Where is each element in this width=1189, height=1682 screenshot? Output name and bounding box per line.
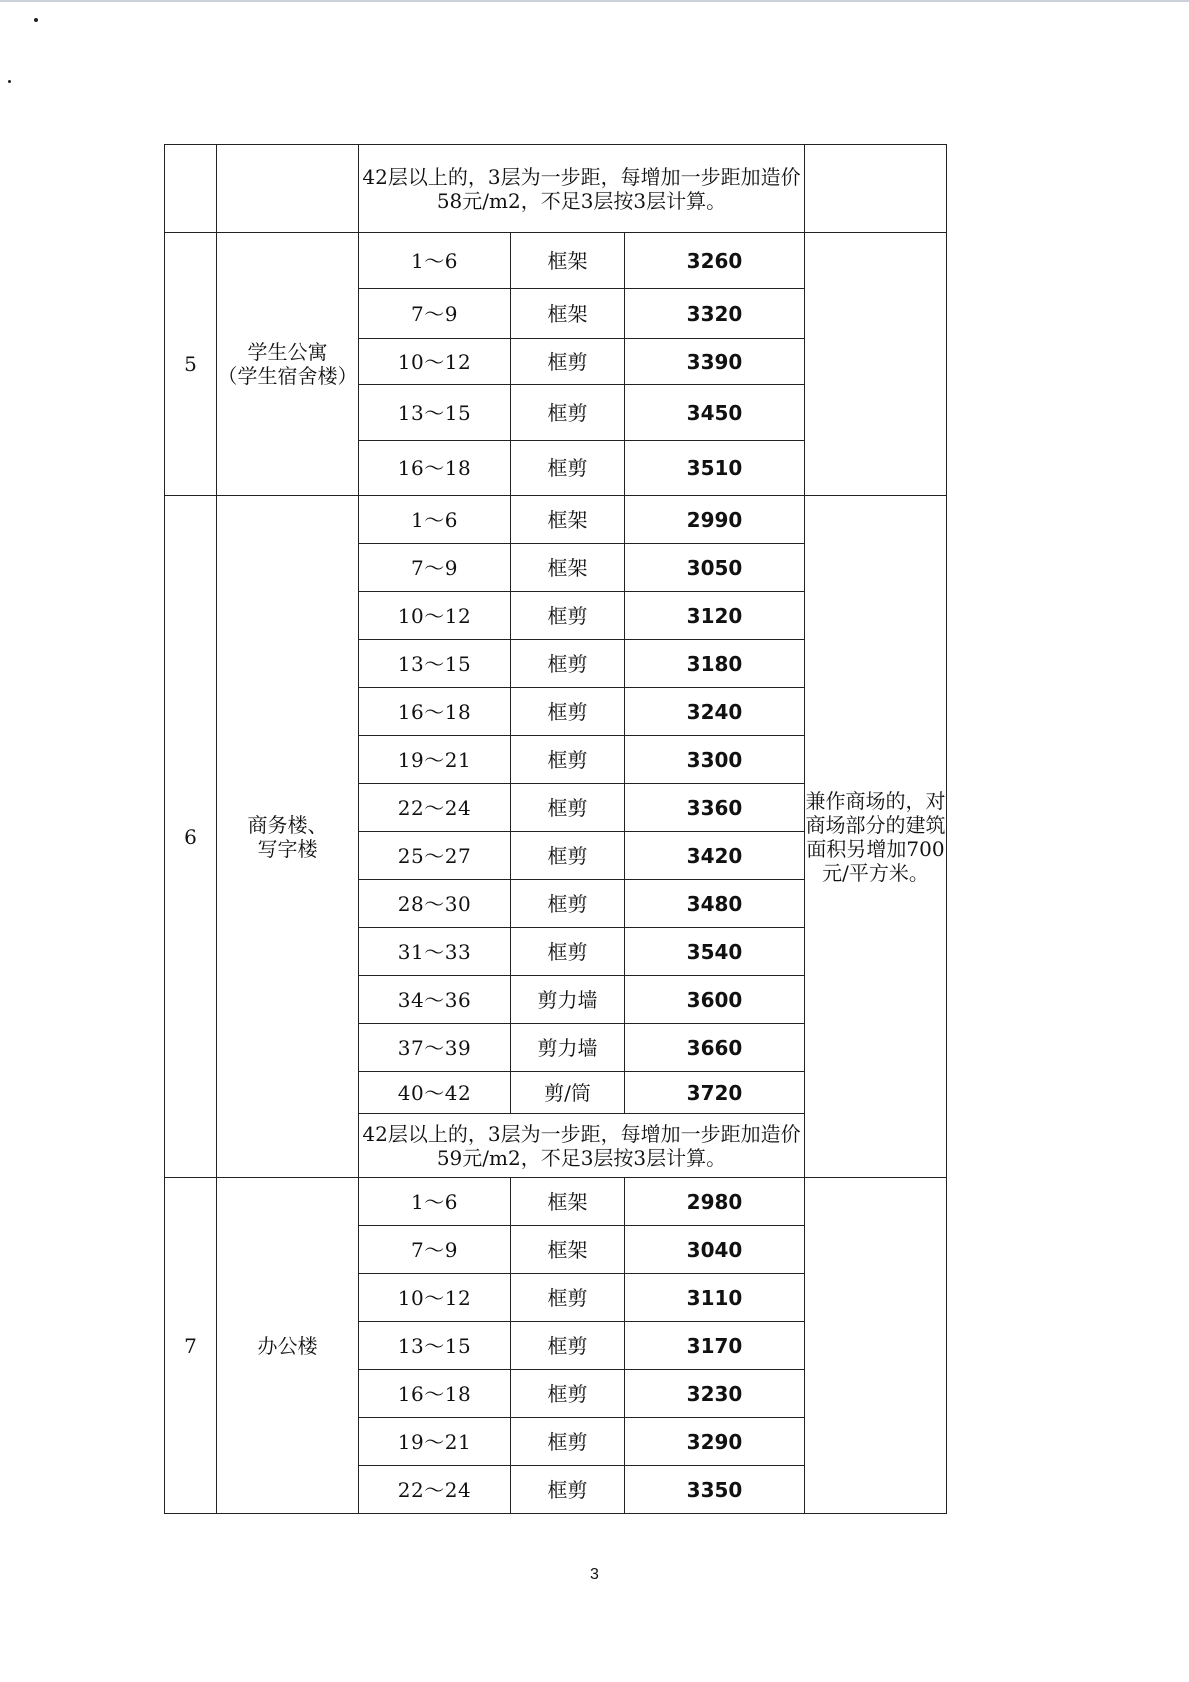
structure-cell: 框剪: [511, 339, 625, 385]
building-type-line: 商务楼、: [247, 812, 328, 837]
floors-cell: 40～42: [359, 1072, 511, 1114]
page-number: 3: [590, 1566, 599, 1583]
structure-cell: 框架: [511, 1226, 625, 1274]
floors-cell: 22～24: [359, 784, 511, 832]
floors-cell: 7～9: [359, 289, 511, 339]
floors-cell: 37～39: [359, 1024, 511, 1072]
price-cell: 3170: [625, 1322, 805, 1370]
floors-cell: 7～9: [359, 1226, 511, 1274]
structure-cell: 框剪: [511, 928, 625, 976]
price-cell: 3050: [625, 544, 805, 592]
structure-cell: 框剪: [511, 1370, 625, 1418]
structure-cell: 框架: [511, 496, 625, 544]
remark-cell: [805, 145, 947, 233]
structure-cell: 框剪: [511, 880, 625, 928]
table-row: [165, 233, 947, 289]
remark-cell: [805, 233, 947, 496]
building-type: [217, 496, 359, 1178]
floors-cell: 13～15: [359, 1322, 511, 1370]
price-cell: 3300: [625, 736, 805, 784]
structure-cell: 框剪: [511, 385, 625, 441]
structure-cell: 框架: [511, 289, 625, 339]
price-cell: 3350: [625, 1466, 805, 1514]
price-cell: 3040: [625, 1226, 805, 1274]
structure-cell: 框剪: [511, 832, 625, 880]
floors-cell: 16～18: [359, 688, 511, 736]
structure-cell: 框架: [511, 1178, 625, 1226]
floors-cell: 1～6: [359, 496, 511, 544]
floors-cell: 28～30: [359, 880, 511, 928]
price-cell: 3540: [625, 928, 805, 976]
price-cell: 3120: [625, 592, 805, 640]
floors-cell: 31～33: [359, 928, 511, 976]
price-table: [164, 144, 947, 1514]
table-row: [165, 145, 947, 233]
scan-speck: [8, 80, 11, 83]
price-cell: 3720: [625, 1072, 805, 1114]
price-cell: 2980: [625, 1178, 805, 1226]
structure-cell: 框剪: [511, 1466, 625, 1514]
building-type: [217, 233, 359, 496]
structure-cell: 框剪: [511, 784, 625, 832]
price-cell: 3320: [625, 289, 805, 339]
price-cell: 3110: [625, 1274, 805, 1322]
scan-speck: [34, 18, 38, 22]
structure-cell: 框剪: [511, 1418, 625, 1466]
floors-cell: 10～12: [359, 592, 511, 640]
price-cell: 3480: [625, 880, 805, 928]
table-row: [165, 1178, 947, 1226]
price-cell: 3450: [625, 385, 805, 441]
floors-cell: 16～18: [359, 1370, 511, 1418]
group-number-cell: [165, 145, 217, 233]
structure-cell: 框剪: [511, 640, 625, 688]
price-cell: 3240: [625, 688, 805, 736]
building-type-line: 写字楼: [257, 836, 318, 861]
group-number: 7: [165, 1178, 217, 1514]
floors-cell: 19～21: [359, 736, 511, 784]
group-number: 5: [165, 233, 217, 496]
group-number: 6: [165, 496, 217, 1178]
price-cell: 2990: [625, 496, 805, 544]
price-cell: 3360: [625, 784, 805, 832]
floors-cell: 1～6: [359, 1178, 511, 1226]
building-type-line: 学生公寓: [247, 340, 328, 364]
floors-cell: 19～21: [359, 1418, 511, 1466]
building-type-line: （学生宿舍楼）: [217, 364, 358, 388]
continuation-note: 42层以上的，3层为一步距，每增加一步距加造价58元/m2，不足3层按3层计算。: [359, 145, 805, 233]
price-cell: 3180: [625, 640, 805, 688]
structure-cell: 框剪: [511, 736, 625, 784]
floors-cell: 16～18: [359, 441, 511, 496]
price-cell: 3510: [625, 441, 805, 496]
scan-top-edge: [0, 0, 1189, 2]
price-cell: 3390: [625, 339, 805, 385]
remark-cell: 兼作商场的，对商场部分的建筑面积另增加700元/平方米。: [805, 496, 947, 1178]
structure-cell: 框剪: [511, 441, 625, 496]
price-cell: 3660: [625, 1024, 805, 1072]
building-type-cell: [217, 145, 359, 233]
price-cell: 3420: [625, 832, 805, 880]
floors-cell: 13～15: [359, 640, 511, 688]
structure-cell: 框架: [511, 233, 625, 289]
floors-cell: 25～27: [359, 832, 511, 880]
price-cell: 3230: [625, 1370, 805, 1418]
price-cell: 3260: [625, 233, 805, 289]
table-row: [165, 496, 947, 544]
structure-cell: 剪力墙: [511, 976, 625, 1024]
structure-cell: 框剪: [511, 1274, 625, 1322]
floors-cell: 7～9: [359, 544, 511, 592]
floors-cell: 22～24: [359, 1466, 511, 1514]
structure-cell: 框剪: [511, 592, 625, 640]
building-type: 办公楼: [217, 1178, 359, 1514]
price-cell: 3290: [625, 1418, 805, 1466]
floors-cell: 10～12: [359, 339, 511, 385]
floors-cell: 10～12: [359, 1274, 511, 1322]
remark-cell: [805, 1178, 947, 1514]
structure-cell: 剪/筒: [511, 1072, 625, 1114]
floors-cell: 1～6: [359, 233, 511, 289]
structure-cell: 剪力墙: [511, 1024, 625, 1072]
floors-cell: 13～15: [359, 385, 511, 441]
structure-cell: 框剪: [511, 1322, 625, 1370]
group-footnote: 42层以上的，3层为一步距，每增加一步距加造价59元/m2，不足3层按3层计算。: [359, 1114, 805, 1178]
structure-cell: 框架: [511, 544, 625, 592]
price-cell: 3600: [625, 976, 805, 1024]
floors-cell: 34～36: [359, 976, 511, 1024]
structure-cell: 框剪: [511, 688, 625, 736]
